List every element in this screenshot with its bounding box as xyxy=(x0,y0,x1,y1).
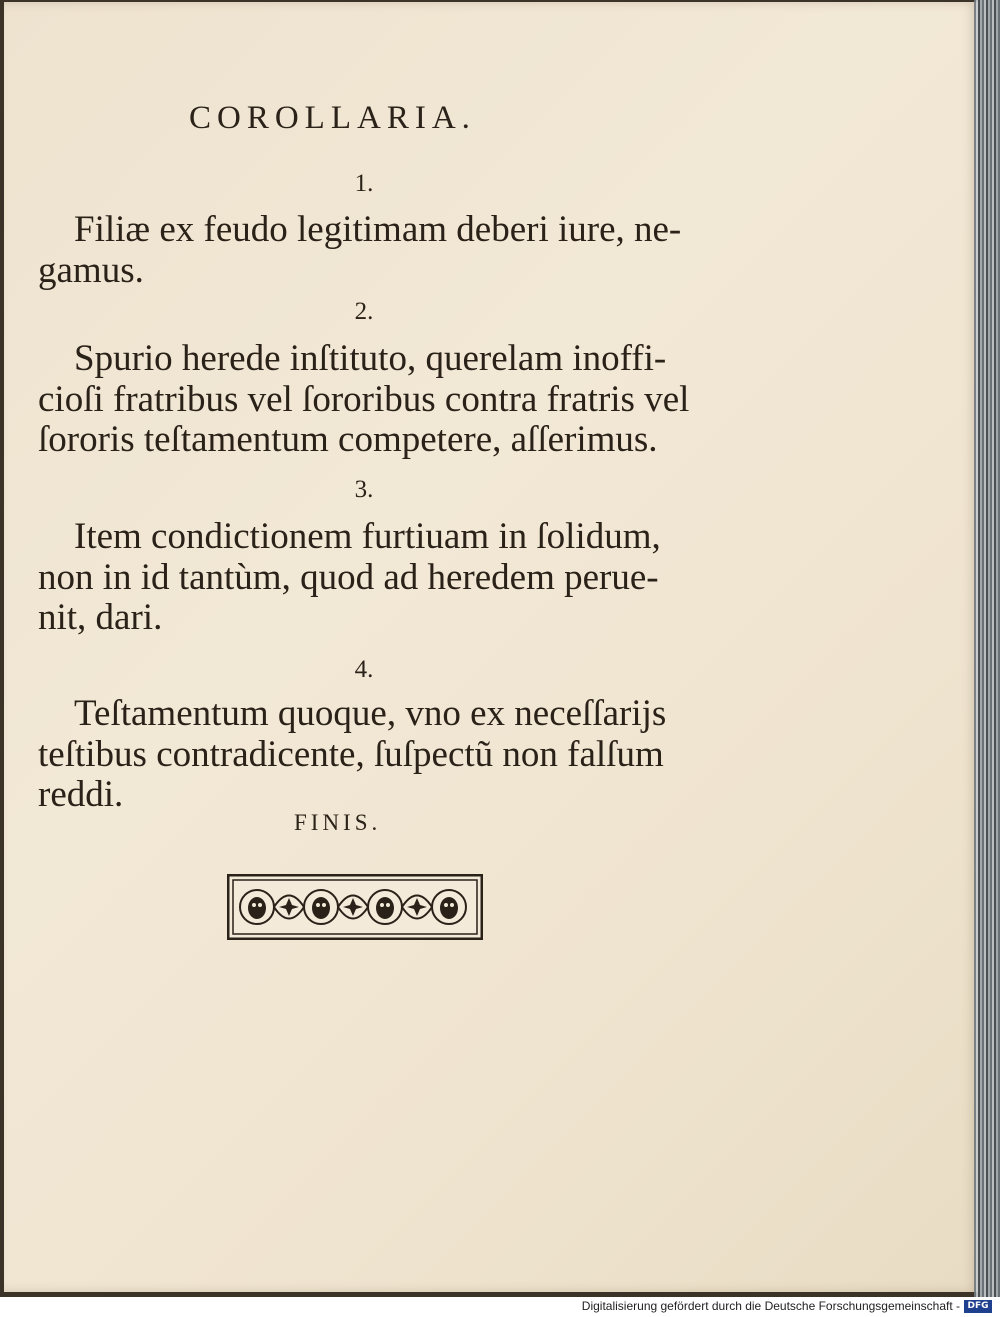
printers-ornament-band-icon xyxy=(227,874,483,940)
digitization-credit: Digitalisierung gefördert durch die Deutsche Forschungsgemeinschaft - xyxy=(581,1299,960,1313)
corollary-3-line-1: Item condictionem furtiuam in ſolidum, xyxy=(74,516,661,557)
corollary-2-line-1: Spurio herede inſtituto, querelam inoffi- xyxy=(74,338,667,379)
corollary-2-text xyxy=(38,339,698,461)
corollary-4-line-1: Teſtamentum quoque, vno ex neceſſarijs xyxy=(74,693,667,734)
footer-bar xyxy=(0,1297,1000,1317)
corollary-2-line-2: cioſi fratribus vel ſororibus contra fratris vel xyxy=(38,378,690,420)
paper-page xyxy=(4,2,978,1292)
corollary-4-line-2: teſtibus contradicente, ſuſpectũ non falſum xyxy=(38,733,664,775)
corollary-2-line-3: ſororis teſtamentum competere, aſſerimus. xyxy=(38,419,658,460)
corollary-number-3: 3. xyxy=(354,476,374,503)
corollary-3-line-2: non in id tantùm, quod ad heredem perue- xyxy=(38,556,659,598)
corollary-number-2: 2. xyxy=(354,298,374,325)
finis-label: FINIS. xyxy=(294,810,382,835)
corollary-number-1: 1. xyxy=(354,170,374,197)
corollary-1-text xyxy=(38,210,698,291)
corollary-3-line-3: nit, dari. xyxy=(38,597,163,638)
corollary-number-4: 4. xyxy=(354,656,374,683)
page-text xyxy=(4,2,978,1292)
corollary-1-line-1: Filiæ ex feudo legitimam deberi iure, ne- xyxy=(74,209,682,250)
corollary-4-text xyxy=(38,694,698,816)
page-title: COROLLARIA. xyxy=(189,100,476,136)
corollary-1-line-2: gamus. xyxy=(38,249,144,291)
book-page-edges xyxy=(974,0,1000,1297)
corollary-3-text xyxy=(38,517,698,639)
dfg-logo-icon: DFG xyxy=(964,1300,992,1313)
corollary-4-line-3: reddi. xyxy=(38,774,124,815)
